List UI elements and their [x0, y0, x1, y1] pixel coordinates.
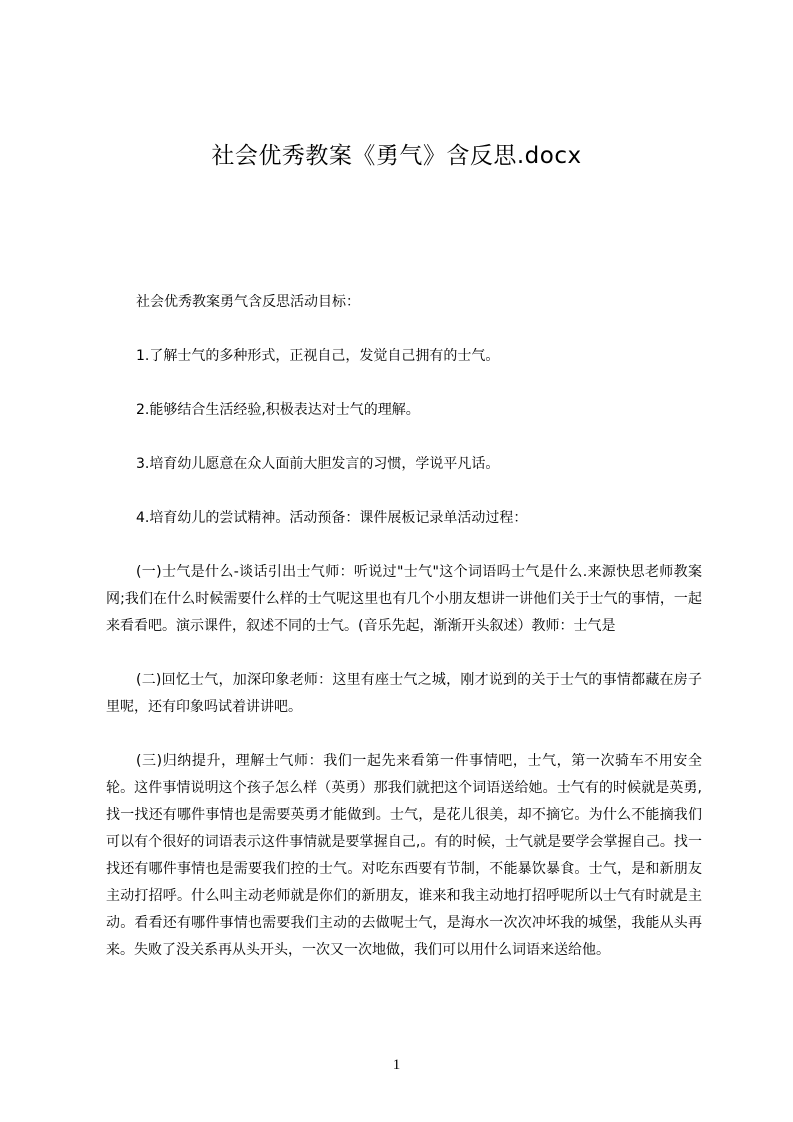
paragraph-section-1: (一)士气是什么-谈话引出士气师：听说过"士气"这个词语吗士气是什么.来源快思老师教案网;我们在什么时候需要什么样的士气呢这里也有几个小朋友想讲一讲他们关于士气的事情，一起来看看吧。演示课件，叙述不同的士气。(音乐先起，渐渐开头叙述）教师：士气是	[106, 564, 702, 634]
paragraph-section-2: (二)回忆士气，加深印象老师：这里有座士气之城，刚才说到的关于士气的事情都藏在房子里呢，还有印象吗试着讲讲吧。	[106, 672, 702, 715]
paragraph-section-3: (三)归纳提升，理解士气师：我们一起先来看第一件事情吧，士气，第一次骑车不用安全轮。这件事情说明这个孩子怎么样（英勇）那我们就把这个词语送给她。士气有的时候就是英勇,找一找还有哪件事情也是需要英勇才能做到。士气，是花儿很美，却不摘它。为什么不能摘我们可以有个很好的词语表示这件事情就是要掌握自己,。有的时候，士气就是要学会掌握自己。找一找还有哪件事情也是需要我们控的士气。对吃东西要有节制，不能暴饮暴食。士气，是和新朋友主动打招呼。什么叫主动老师就是你们的新朋友，谁来和我主动地打招呼呢所以士气有时就是主动。看看还有哪件事情也需要我们主动的去做呢士气，是海水一次次冲坏我的城堡，我能从头再来。失败了没关系再从头开头，一次又一次地做，我们可以用什么词语来送给他。	[106, 753, 702, 958]
paragraph-objective-2: 2.能够结合生活经验,积极表达对士气的理解。	[136, 402, 420, 418]
document-title: 社会优秀教案《勇气》含反思.docx	[211, 143, 582, 169]
paragraph-objective-4: 4.培育幼儿的尝试精神。活动预备：课件展板记录单活动过程：	[136, 510, 528, 526]
paragraph-objective-3: 3.培育幼儿愿意在众人面前大胆发言的习惯，学说平凡话。	[136, 456, 500, 472]
document-body	[106, 289, 702, 991]
page-number: 1	[392, 1057, 401, 1073]
paragraph-objective-1: 1.了解士气的多种形式，正视自己，发觉自己拥有的士气。	[136, 348, 500, 364]
paragraph-objectives-heading: 社会优秀教案勇气含反思活动目标：	[136, 294, 360, 310]
